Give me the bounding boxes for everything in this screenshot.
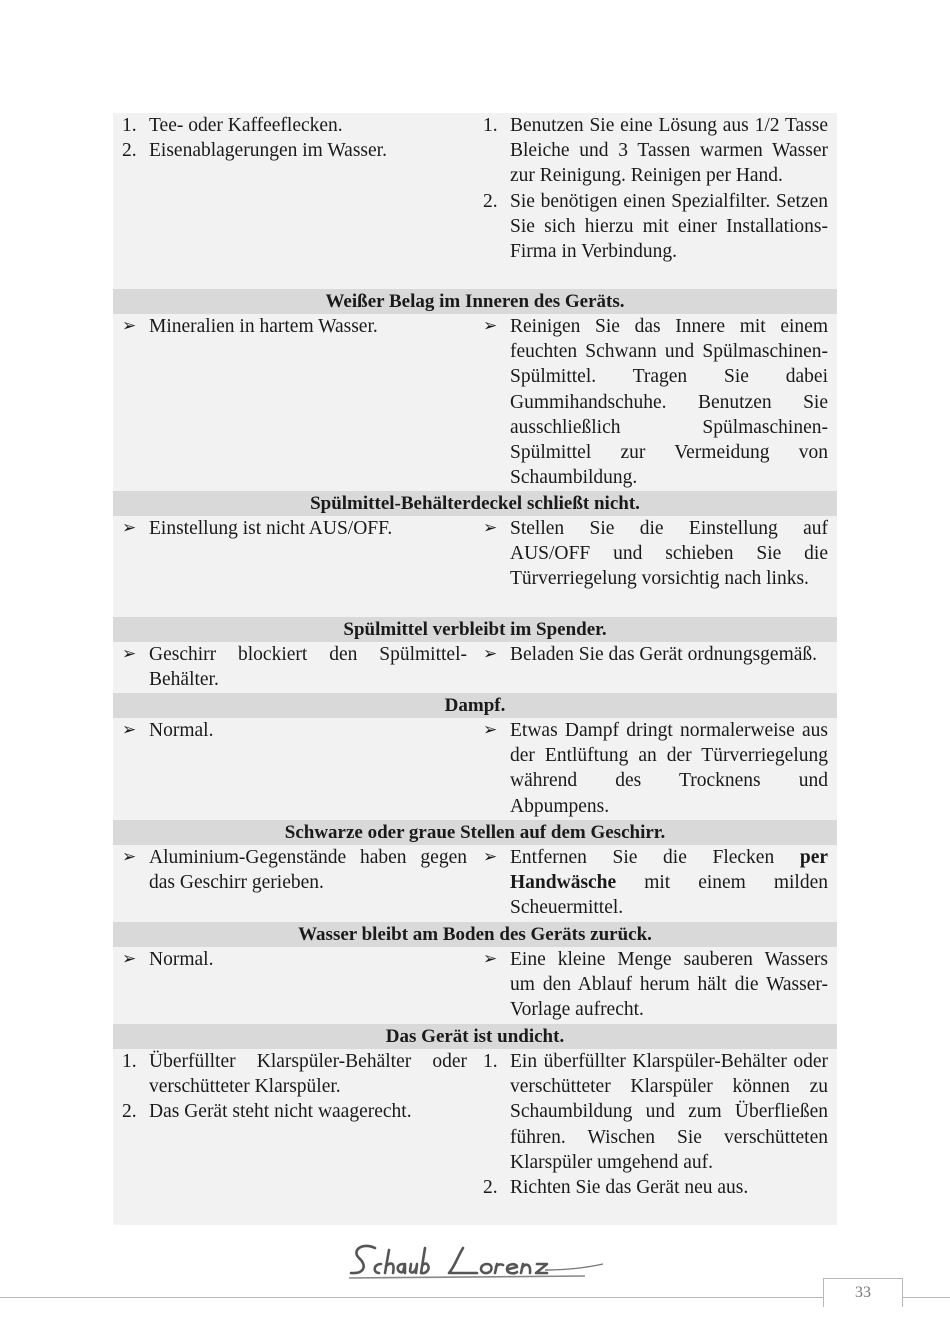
solution-cell bbox=[475, 947, 837, 1024]
table-row bbox=[113, 516, 837, 617]
arrow-bullet-icon: ➢ bbox=[483, 644, 498, 664]
solution-cell bbox=[475, 516, 837, 617]
cause-cell bbox=[113, 113, 475, 289]
section-heading: Spülmittel-Behälterdeckel schließt nicht. bbox=[113, 491, 837, 516]
list-item: ➢ Einstellung ist nicht AUS/OFF. bbox=[122, 516, 467, 541]
list-item: 2. Das Gerät steht nicht waagerecht. bbox=[122, 1101, 412, 1123]
list-item: 1. Benutzen Sie eine Lösung aus 1/2 Tasse Bleiche und 3 Tassen warmen Wasser zur Reinigung. Reinigen per Hand. bbox=[483, 115, 828, 187]
list-item: ➢ Eine kleine Menge sauberen Wassers um den Ablauf herum hält die Wasser-Vorlage aufrecht. bbox=[483, 947, 828, 1023]
solution-cell bbox=[475, 642, 837, 693]
arrow-bullet-icon: ➢ bbox=[483, 847, 498, 867]
table-row bbox=[113, 718, 837, 820]
arrow-bullet-icon: ➢ bbox=[122, 720, 137, 740]
list-item: ➢ Aluminium-Gegenstände haben gegen das Geschirr gerieben. bbox=[122, 845, 467, 895]
list-item: ➢ Entfernen Sie die Flecken per Handwäsche mit einem milden Scheuermittel. bbox=[483, 845, 828, 921]
section-heading: Wasser bleibt am Boden des Geräts zurück. bbox=[113, 922, 837, 947]
footer-divider bbox=[0, 1297, 823, 1298]
footer-divider bbox=[902, 1297, 950, 1298]
list-item: 2. Eisenablagerungen im Wasser. bbox=[122, 140, 387, 162]
arrow-bullet-icon: ➢ bbox=[483, 316, 498, 336]
schaub-lorenz-logo bbox=[345, 1240, 607, 1286]
troubleshooting-table bbox=[113, 113, 837, 1225]
arrow-bullet-icon: ➢ bbox=[483, 518, 498, 538]
list-item: ➢ Geschirr blockiert den Spülmittel-Behälter. bbox=[122, 642, 467, 692]
cause-cell bbox=[113, 1049, 475, 1225]
list-item: ➢ Reinigen Sie das Innere mit einem feuchten Schwann und Spülmaschinen-Spülmittel. Tragen Sie dabei Gummihandschuhe. Benutzen Sie ausschließlich Spülmaschinen-Spülmittel zur Vermeidung von Schaumbildung. bbox=[483, 314, 828, 490]
solution-cell bbox=[475, 113, 837, 289]
list-item: ➢ Etwas Dampf dringt normalerweise aus der Entlüftung an der Türverriegelung während des Trocknens und Abpumpens. bbox=[483, 718, 828, 819]
table-row bbox=[113, 947, 837, 1024]
section-heading: Das Gerät ist undicht. bbox=[113, 1024, 837, 1049]
solution-cell bbox=[475, 718, 837, 820]
cause-cell bbox=[113, 516, 475, 617]
emphasis-text: per Handwäsche bbox=[510, 847, 828, 894]
section-heading: Schwarze oder graue Stellen auf dem Geschirr. bbox=[113, 820, 837, 845]
list-item: ➢ Normal. bbox=[122, 718, 467, 743]
list-item: 2. Richten Sie das Gerät neu aus. bbox=[483, 1177, 749, 1199]
list-item: ➢ Mineralien in hartem Wasser. bbox=[122, 314, 467, 339]
arrow-bullet-icon: ➢ bbox=[122, 644, 137, 664]
solution-cell bbox=[475, 314, 837, 491]
cause-cell bbox=[113, 642, 475, 693]
table-row bbox=[113, 314, 837, 491]
section-heading: Dampf. bbox=[113, 693, 837, 718]
table-row bbox=[113, 113, 837, 289]
list-item: 1. Tee- oder Kaffeeflecken. bbox=[122, 115, 343, 136]
arrow-bullet-icon: ➢ bbox=[122, 518, 137, 538]
table-row bbox=[113, 642, 837, 693]
list-item: ➢ Beladen Sie das Gerät ordnungsgemäß. bbox=[483, 642, 828, 667]
solution-cell bbox=[475, 845, 837, 922]
arrow-bullet-icon: ➢ bbox=[122, 316, 137, 336]
cause-cell bbox=[113, 314, 475, 491]
list-item: 2. Sie benötigen einen Spezialfilter. Setzen Sie sich hierzu mit einer Installations-Firma in Verbindung. bbox=[483, 190, 828, 263]
table-row bbox=[113, 1049, 837, 1225]
arrow-bullet-icon: ➢ bbox=[483, 949, 498, 969]
arrow-bullet-icon: ➢ bbox=[122, 949, 137, 969]
list-item: ➢ Normal. bbox=[122, 947, 467, 972]
section-heading: Weißer Belag im Inneren des Geräts. bbox=[113, 289, 837, 314]
list-item: ➢ Stellen Sie die Einstellung auf AUS/OFF und schieben Sie die Türverriegelung vorsichtig nach links. bbox=[483, 516, 828, 592]
cause-cell bbox=[113, 845, 475, 922]
arrow-bullet-icon: ➢ bbox=[122, 847, 137, 867]
list-item: 1. Überfüllter Klarspüler-Behälter oder verschütteter Klarspüler. bbox=[122, 1051, 467, 1098]
arrow-bullet-icon: ➢ bbox=[483, 720, 498, 740]
cause-cell bbox=[113, 718, 475, 820]
solution-cell bbox=[475, 1049, 837, 1225]
table-row bbox=[113, 845, 837, 922]
list-item: 1. Ein überfüllter Klarspüler-Behälter oder verschütteter Klarspüler können zu Schaumbildung und zum Überfließen führen. Wischen Sie verschütteten Klarspüler umgehend auf. bbox=[483, 1051, 828, 1173]
page-number: 33 bbox=[823, 1278, 903, 1307]
section-heading: Spülmittel verbleibt im Spender. bbox=[113, 617, 837, 642]
cause-cell bbox=[113, 947, 475, 1024]
